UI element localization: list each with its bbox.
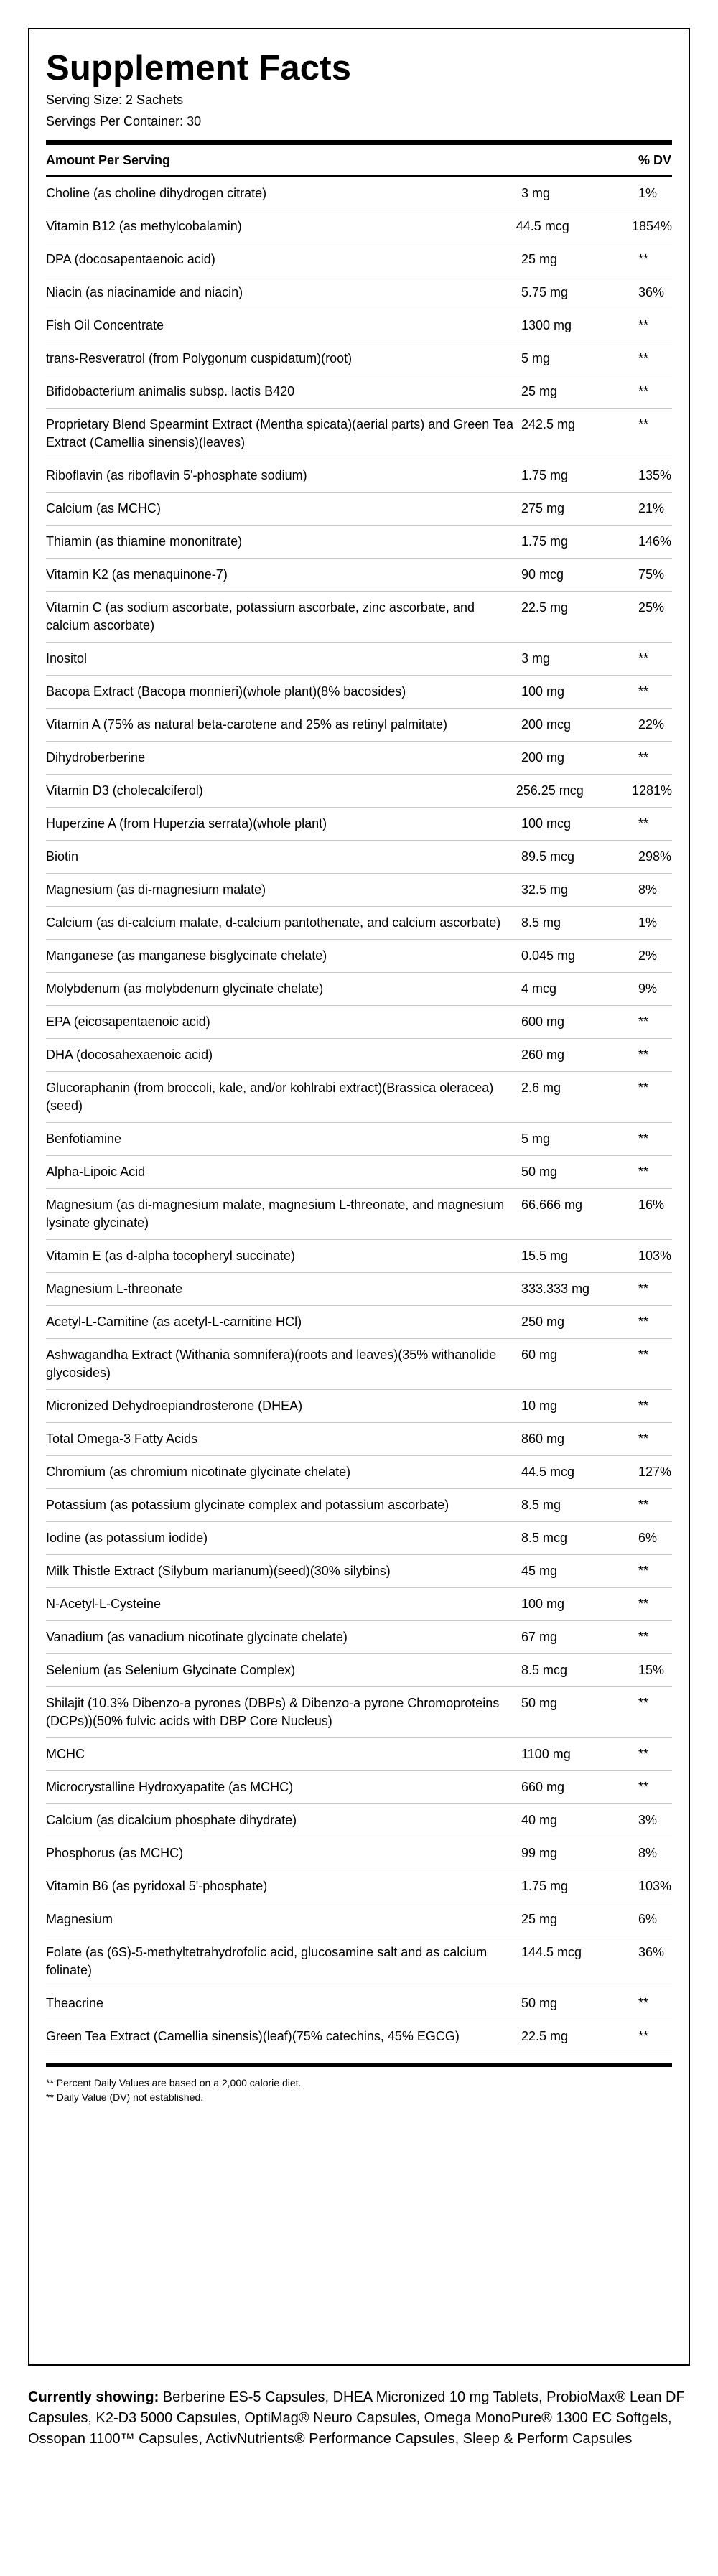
nutrient-dv: ** — [638, 1564, 649, 1578]
nutrient-amount: 1300 mg — [521, 318, 572, 332]
nutrient-amount: 100 mg — [521, 684, 565, 699]
table-row — [46, 1273, 672, 1306]
nutrient-dv: ** — [638, 1399, 649, 1413]
nutrient-dv: 22% — [638, 717, 665, 732]
nutrient-amount: 50 mg — [521, 1696, 558, 1710]
nutrient-amount: 250 mg — [521, 1315, 565, 1329]
header-amount — [521, 151, 638, 169]
nutrient-amount: 660 mg — [521, 1780, 565, 1794]
nutrient-amount: 99 mg — [521, 1846, 558, 1860]
nutrient-name: Manganese (as manganese bisglycinate chelate) — [46, 948, 327, 963]
nutrient-name: Choline (as choline dihydrogen citrate) — [46, 186, 267, 200]
table-row — [46, 676, 672, 709]
table-row — [46, 1903, 672, 1936]
table-row — [46, 1423, 672, 1456]
table-row — [46, 643, 672, 676]
table-row — [46, 276, 672, 309]
nutrient-name: Vitamin B12 (as methylcobalamin) — [46, 219, 242, 233]
nutrient-amount: 50 mg — [521, 1165, 558, 1179]
nutrient-dv: ** — [638, 384, 649, 398]
nutrient-amount: 60 mg — [521, 1348, 558, 1362]
table-row — [46, 1738, 672, 1771]
nutrient-amount: 2.6 mg — [521, 1081, 561, 1095]
nutrient-amount: 67 mg — [521, 1630, 558, 1644]
nutrient-amount: 1.75 mg — [521, 468, 569, 482]
nutrient-amount: 200 mg — [521, 750, 565, 765]
nutrient-name: Vitamin E (as d-alpha tocopheryl succinate) — [46, 1249, 295, 1263]
table-row — [46, 2020, 672, 2053]
header-divider — [46, 140, 672, 145]
nutrient-dv: ** — [638, 1747, 649, 1761]
nutrient-amount: 32.5 mg — [521, 882, 569, 897]
nutrient-name: Riboflavin (as riboflavin 5'-phosphate sodium) — [46, 468, 307, 482]
table-row — [46, 342, 672, 375]
nutrient-amount: 242.5 mg — [521, 417, 576, 431]
nutrient-name: Theacrine — [46, 1996, 104, 2010]
nutrient-amount: 100 mg — [521, 1597, 565, 1611]
table-row — [46, 907, 672, 940]
nutrient-amount: 25 mg — [521, 1912, 558, 1926]
table-row — [46, 1804, 672, 1837]
nutrient-dv: 298% — [638, 849, 672, 864]
table-row — [46, 940, 672, 973]
table-row — [46, 1588, 672, 1621]
nutrient-name: Calcium (as di-calcium malate, d-calcium pantothenate, and calcium ascorbate) — [46, 915, 501, 930]
table-row — [46, 973, 672, 1006]
table-row — [46, 375, 672, 409]
nutrient-amount: 3 mg — [521, 651, 551, 666]
nutrient-dv: 2% — [638, 948, 658, 963]
serving-size: Serving Size: 2 Sachets — [46, 93, 184, 107]
nutrient-amount: 200 mcg — [521, 717, 572, 732]
nutrient-amount: 5 mg — [521, 1131, 551, 1146]
nutrient-amount: 10 mg — [521, 1399, 558, 1413]
nutrient-name: Vitamin D3 (cholecalciferol) — [46, 783, 203, 798]
table-header — [46, 145, 672, 177]
table-row — [46, 1522, 672, 1555]
nutrient-name: Acetyl-L-Carnitine (as acetyl-L-carnitine HCl) — [46, 1315, 302, 1329]
table-row — [46, 1123, 672, 1156]
nutrient-name: Potassium (as potassium glycinate complex and potassium ascorbate) — [46, 1498, 449, 1512]
nutrient-dv: 1281% — [631, 783, 672, 798]
nutrient-name: Micronized Dehydroepiandrosterone (DHEA) — [46, 1399, 303, 1413]
nutrient-amount: 1100 mg — [521, 1747, 571, 1761]
servings-per-container: Servings Per Container: 30 — [46, 114, 202, 129]
nutrient-dv: ** — [638, 252, 649, 266]
nutrient-amount: 25 mg — [521, 384, 558, 398]
nutrient-dv: ** — [638, 2029, 649, 2043]
nutrient-amount: 144.5 mcg — [521, 1945, 582, 1959]
nutrient-amount: 8.5 mcg — [521, 1531, 568, 1545]
nutrient-name: Calcium (as dicalcium phosphate dihydrate) — [46, 1813, 297, 1827]
nutrient-dv: 15% — [638, 1663, 665, 1677]
table-row — [46, 1390, 672, 1423]
nutrient-amount: 40 mg — [521, 1813, 558, 1827]
nutrient-amount: 8.5 mg — [521, 915, 561, 930]
nutrient-table — [46, 177, 672, 2053]
nutrient-amount: 260 mg — [521, 1047, 565, 1062]
nutrient-amount: 50 mg — [521, 1996, 558, 2010]
nutrient-dv: 103% — [638, 1249, 672, 1263]
nutrient-dv: 6% — [638, 1912, 658, 1926]
nutrient-name: Folate (as (6S)-5-methyltetrahydrofolic acid, glucosamine salt and as calcium folinate) — [46, 1945, 488, 1977]
nutrient-name: Vanadium (as vanadium nicotinate glycinate chelate) — [46, 1630, 348, 1644]
nutrient-dv: ** — [638, 1047, 649, 1062]
nutrient-dv: 8% — [638, 882, 658, 897]
table-row — [46, 1936, 672, 1987]
nutrient-name: Glucoraphanin (from broccoli, kale, and/or kohlrabi extract)(Brassica oleracea)(seed) — [46, 1081, 494, 1113]
nutrient-dv: 8% — [638, 1846, 658, 1860]
nutrient-amount: 8.5 mcg — [521, 1663, 568, 1677]
nutrient-amount: 4 mcg — [521, 981, 557, 996]
table-row — [46, 210, 672, 243]
nutrient-name: Magnesium (as di-magnesium malate, magnesium L-threonate, and magnesium lysinate glycinate) — [46, 1198, 505, 1230]
nutrient-amount: 89.5 mcg — [521, 849, 575, 864]
nutrient-dv: 1% — [638, 186, 658, 200]
table-row — [46, 1987, 672, 2020]
currently-showing-label: Currently showing: — [28, 2389, 159, 2405]
nutrient-amount: 45 mg — [521, 1564, 558, 1578]
nutrient-dv: ** — [638, 318, 649, 332]
nutrient-name: Magnesium L-threonate — [46, 1282, 183, 1296]
table-row — [46, 742, 672, 775]
table-row — [46, 1654, 672, 1687]
nutrient-name: Biotin — [46, 849, 79, 864]
nutrient-name: Proprietary Blend Spearmint Extract (Mentha spicata)(aerial parts) and Green Tea Extract (Camellia sinensis)(leaves) — [46, 417, 513, 449]
nutrient-name: Phosphorus (as MCHC) — [46, 1846, 184, 1860]
table-row — [46, 592, 672, 643]
nutrient-name: Calcium (as MCHC) — [46, 501, 162, 515]
table-row — [46, 1621, 672, 1654]
table-row — [46, 1039, 672, 1072]
nutrient-name: Chromium (as chromium nicotinate glycinate chelate) — [46, 1465, 351, 1479]
nutrient-amount: 0.045 mg — [521, 948, 576, 963]
nutrient-name: Inositol — [46, 651, 88, 666]
nutrient-name: Microcrystalline Hydroxyapatite (as MCHC) — [46, 1780, 294, 1794]
nutrient-name: trans-Resveratrol (from Polygonum cuspidatum)(root) — [46, 351, 353, 365]
nutrient-amount: 5.75 mg — [521, 285, 569, 299]
nutrient-name: Magnesium — [46, 1912, 113, 1926]
nutrient-amount: 256.25 mcg — [516, 783, 584, 798]
table-row — [46, 808, 672, 841]
footnote-1: ** Percent Daily Values are based on a 2,000 calorie diet. — [46, 2077, 302, 2089]
nutrient-dv: ** — [638, 1165, 649, 1179]
nutrient-dv: ** — [638, 651, 649, 666]
nutrient-dv: ** — [638, 750, 649, 765]
nutrient-name: Selenium (as Selenium Glycinate Complex) — [46, 1663, 296, 1677]
table-row — [46, 1189, 672, 1240]
nutrient-name: Dihydroberberine — [46, 750, 146, 765]
table-row — [46, 459, 672, 493]
currently-showing-products: Berberine ES-5 Capsules, DHEA Micronized 10 mg Tablets, ProbioMax® Lean DF Capsules, K2-D3 5000 Capsules, OptiMag® Neuro Capsules, Omega MonoPure® 1300 EC Softgels, Ossopan 1100™ Capsules, ActivNutrients® Performance Capsules, Sleep & Perform Capsules — [28, 2389, 685, 2447]
table-row — [46, 1837, 672, 1870]
table-row — [46, 709, 672, 742]
nutrient-name: Niacin (as niacinamide and niacin) — [46, 285, 243, 299]
table-row — [46, 1870, 672, 1903]
nutrient-name: Vitamin C (as sodium ascorbate, potassium ascorbate, zinc ascorbate, and calcium ascorbate) — [46, 600, 475, 633]
table-row — [46, 1306, 672, 1339]
nutrient-name: Molybdenum (as molybdenum glycinate chelate) — [46, 981, 324, 996]
nutrient-name: Iodine (as potassium iodide) — [46, 1531, 208, 1545]
nutrient-name: Magnesium (as di-magnesium malate) — [46, 882, 266, 897]
table-row — [46, 409, 672, 459]
nutrient-name: Total Omega-3 Fatty Acids — [46, 1432, 198, 1446]
nutrient-dv: ** — [638, 1630, 649, 1644]
nutrient-name: Bacopa Extract (Bacopa monnieri)(whole plant)(8% bacosides) — [46, 684, 406, 699]
table-row — [46, 1240, 672, 1273]
nutrient-dv: ** — [638, 1597, 649, 1611]
nutrient-name: N-Acetyl-L-Cysteine — [46, 1597, 162, 1611]
nutrient-dv: ** — [638, 816, 649, 831]
nutrient-dv: ** — [638, 1348, 649, 1362]
nutrient-dv: ** — [638, 1081, 649, 1095]
nutrient-dv: ** — [638, 1780, 649, 1794]
nutrient-amount: 1.75 mg — [521, 1879, 569, 1893]
panel-title: Supplement Facts — [46, 49, 352, 88]
nutrient-amount: 44.5 mcg — [521, 1465, 575, 1479]
nutrient-amount: 66.666 mg — [521, 1198, 583, 1212]
footnote-2: ** Daily Value (DV) not established. — [46, 2091, 204, 2103]
nutrient-dv: 36% — [638, 285, 665, 299]
nutrient-dv: 127% — [638, 1465, 672, 1479]
nutrient-amount: 3 mg — [521, 186, 551, 200]
header-amount-per-serving: Amount Per Serving — [46, 153, 171, 167]
nutrient-dv: 21% — [638, 501, 665, 515]
nutrient-name: Vitamin K2 (as menaquinone-7) — [46, 567, 228, 582]
nutrient-name: Alpha-Lipoic Acid — [46, 1165, 146, 1179]
table-row — [46, 559, 672, 592]
table-row — [46, 526, 672, 559]
nutrient-amount: 333.333 mg — [521, 1282, 590, 1296]
nutrient-dv: ** — [638, 1696, 649, 1710]
nutrient-amount: 8.5 mg — [521, 1498, 561, 1512]
table-row — [46, 493, 672, 526]
table-row — [46, 243, 672, 276]
table-row — [46, 1489, 672, 1522]
nutrient-amount: 22.5 mg — [521, 2029, 569, 2043]
nutrient-dv: ** — [638, 1282, 649, 1296]
nutrient-name: Vitamin B6 (as pyridoxal 5'-phosphate) — [46, 1879, 268, 1893]
nutrient-name: Ashwagandha Extract (Withania somnifera)(roots and leaves)(35% withanolide glycosides) — [46, 1348, 497, 1380]
header-dv: % DV — [638, 153, 672, 167]
nutrient-dv: ** — [638, 1014, 649, 1029]
nutrient-amount: 275 mg — [521, 501, 565, 515]
nutrient-amount: 44.5 mcg — [516, 219, 569, 233]
nutrient-name: Huperzine A (from Huperzia serrata)(whole plant) — [46, 816, 327, 831]
footer-divider — [46, 2063, 672, 2067]
table-row — [46, 1339, 672, 1390]
nutrient-dv: 3% — [638, 1813, 658, 1827]
table-row — [46, 1687, 672, 1738]
nutrient-name: Fish Oil Concentrate — [46, 318, 164, 332]
nutrient-amount: 100 mcg — [521, 816, 572, 831]
nutrient-dv: ** — [638, 1131, 649, 1146]
nutrient-dv: 75% — [638, 567, 665, 582]
nutrient-dv: ** — [638, 1315, 649, 1329]
nutrient-amount: 22.5 mg — [521, 600, 569, 615]
nutrient-dv: 16% — [638, 1198, 665, 1212]
nutrient-name: Benfotiamine — [46, 1131, 122, 1146]
nutrient-dv: ** — [638, 1432, 649, 1446]
currently-showing — [28, 2387, 690, 2450]
nutrient-amount: 860 mg — [521, 1432, 565, 1446]
nutrient-dv: 103% — [638, 1879, 672, 1893]
nutrient-amount: 5 mg — [521, 351, 551, 365]
supplement-facts-panel — [28, 28, 690, 2366]
nutrient-amount: 1.75 mg — [521, 534, 569, 549]
nutrient-dv: 9% — [638, 981, 658, 996]
table-row — [46, 874, 672, 907]
nutrient-amount: 90 mcg — [521, 567, 564, 582]
nutrient-dv: 6% — [638, 1531, 658, 1545]
nutrient-dv: ** — [638, 684, 649, 699]
nutrient-name: Thiamin (as thiamine mononitrate) — [46, 534, 243, 549]
nutrient-amount: 15.5 mg — [521, 1249, 569, 1263]
nutrient-dv: 1854% — [631, 219, 672, 233]
nutrient-name: Shilajit (10.3% Dibenzo-a pyrones (DBPs) & Dibenzo-a pyrone Chromoproteins (DCPs))(50% fulvic acids with DBP Core Nucleus) — [46, 1696, 500, 1728]
table-row — [46, 841, 672, 874]
nutrient-dv: ** — [638, 1996, 649, 2010]
nutrient-dv: 146% — [638, 534, 672, 549]
nutrient-dv: 1% — [638, 915, 658, 930]
table-row — [46, 1456, 672, 1489]
nutrient-name: Vitamin A (75% as natural beta-carotene and 25% as retinyl palmitate) — [46, 717, 447, 732]
nutrient-name: DPA (docosapentaenoic acid) — [46, 252, 215, 266]
table-row — [46, 1072, 672, 1123]
table-row — [46, 1771, 672, 1804]
nutrient-name: Milk Thistle Extract (Silybum marianum)(seed)(30% silybins) — [46, 1564, 391, 1578]
table-row — [46, 177, 672, 210]
nutrient-name: MCHC — [46, 1747, 85, 1761]
nutrient-name: Bifidobacterium animalis subsp. lactis B420 — [46, 384, 295, 398]
nutrient-amount: 600 mg — [521, 1014, 565, 1029]
table-row — [46, 309, 672, 342]
table-row — [46, 1006, 672, 1039]
nutrient-dv: ** — [638, 1498, 649, 1512]
nutrient-dv: 36% — [638, 1945, 665, 1959]
table-row — [46, 1156, 672, 1189]
nutrient-dv: ** — [638, 351, 649, 365]
nutrient-name: Green Tea Extract (Camellia sinensis)(leaf)(75% catechins, 45% EGCG) — [46, 2029, 460, 2043]
nutrient-dv: 135% — [638, 468, 672, 482]
table-row — [46, 1555, 672, 1588]
table-row — [46, 775, 672, 808]
nutrient-dv: 25% — [638, 600, 665, 615]
nutrient-dv: ** — [638, 417, 649, 431]
nutrient-name: EPA (eicosapentaenoic acid) — [46, 1014, 210, 1029]
nutrient-name: DHA (docosahexaenoic acid) — [46, 1047, 213, 1062]
nutrient-amount: 25 mg — [521, 252, 558, 266]
